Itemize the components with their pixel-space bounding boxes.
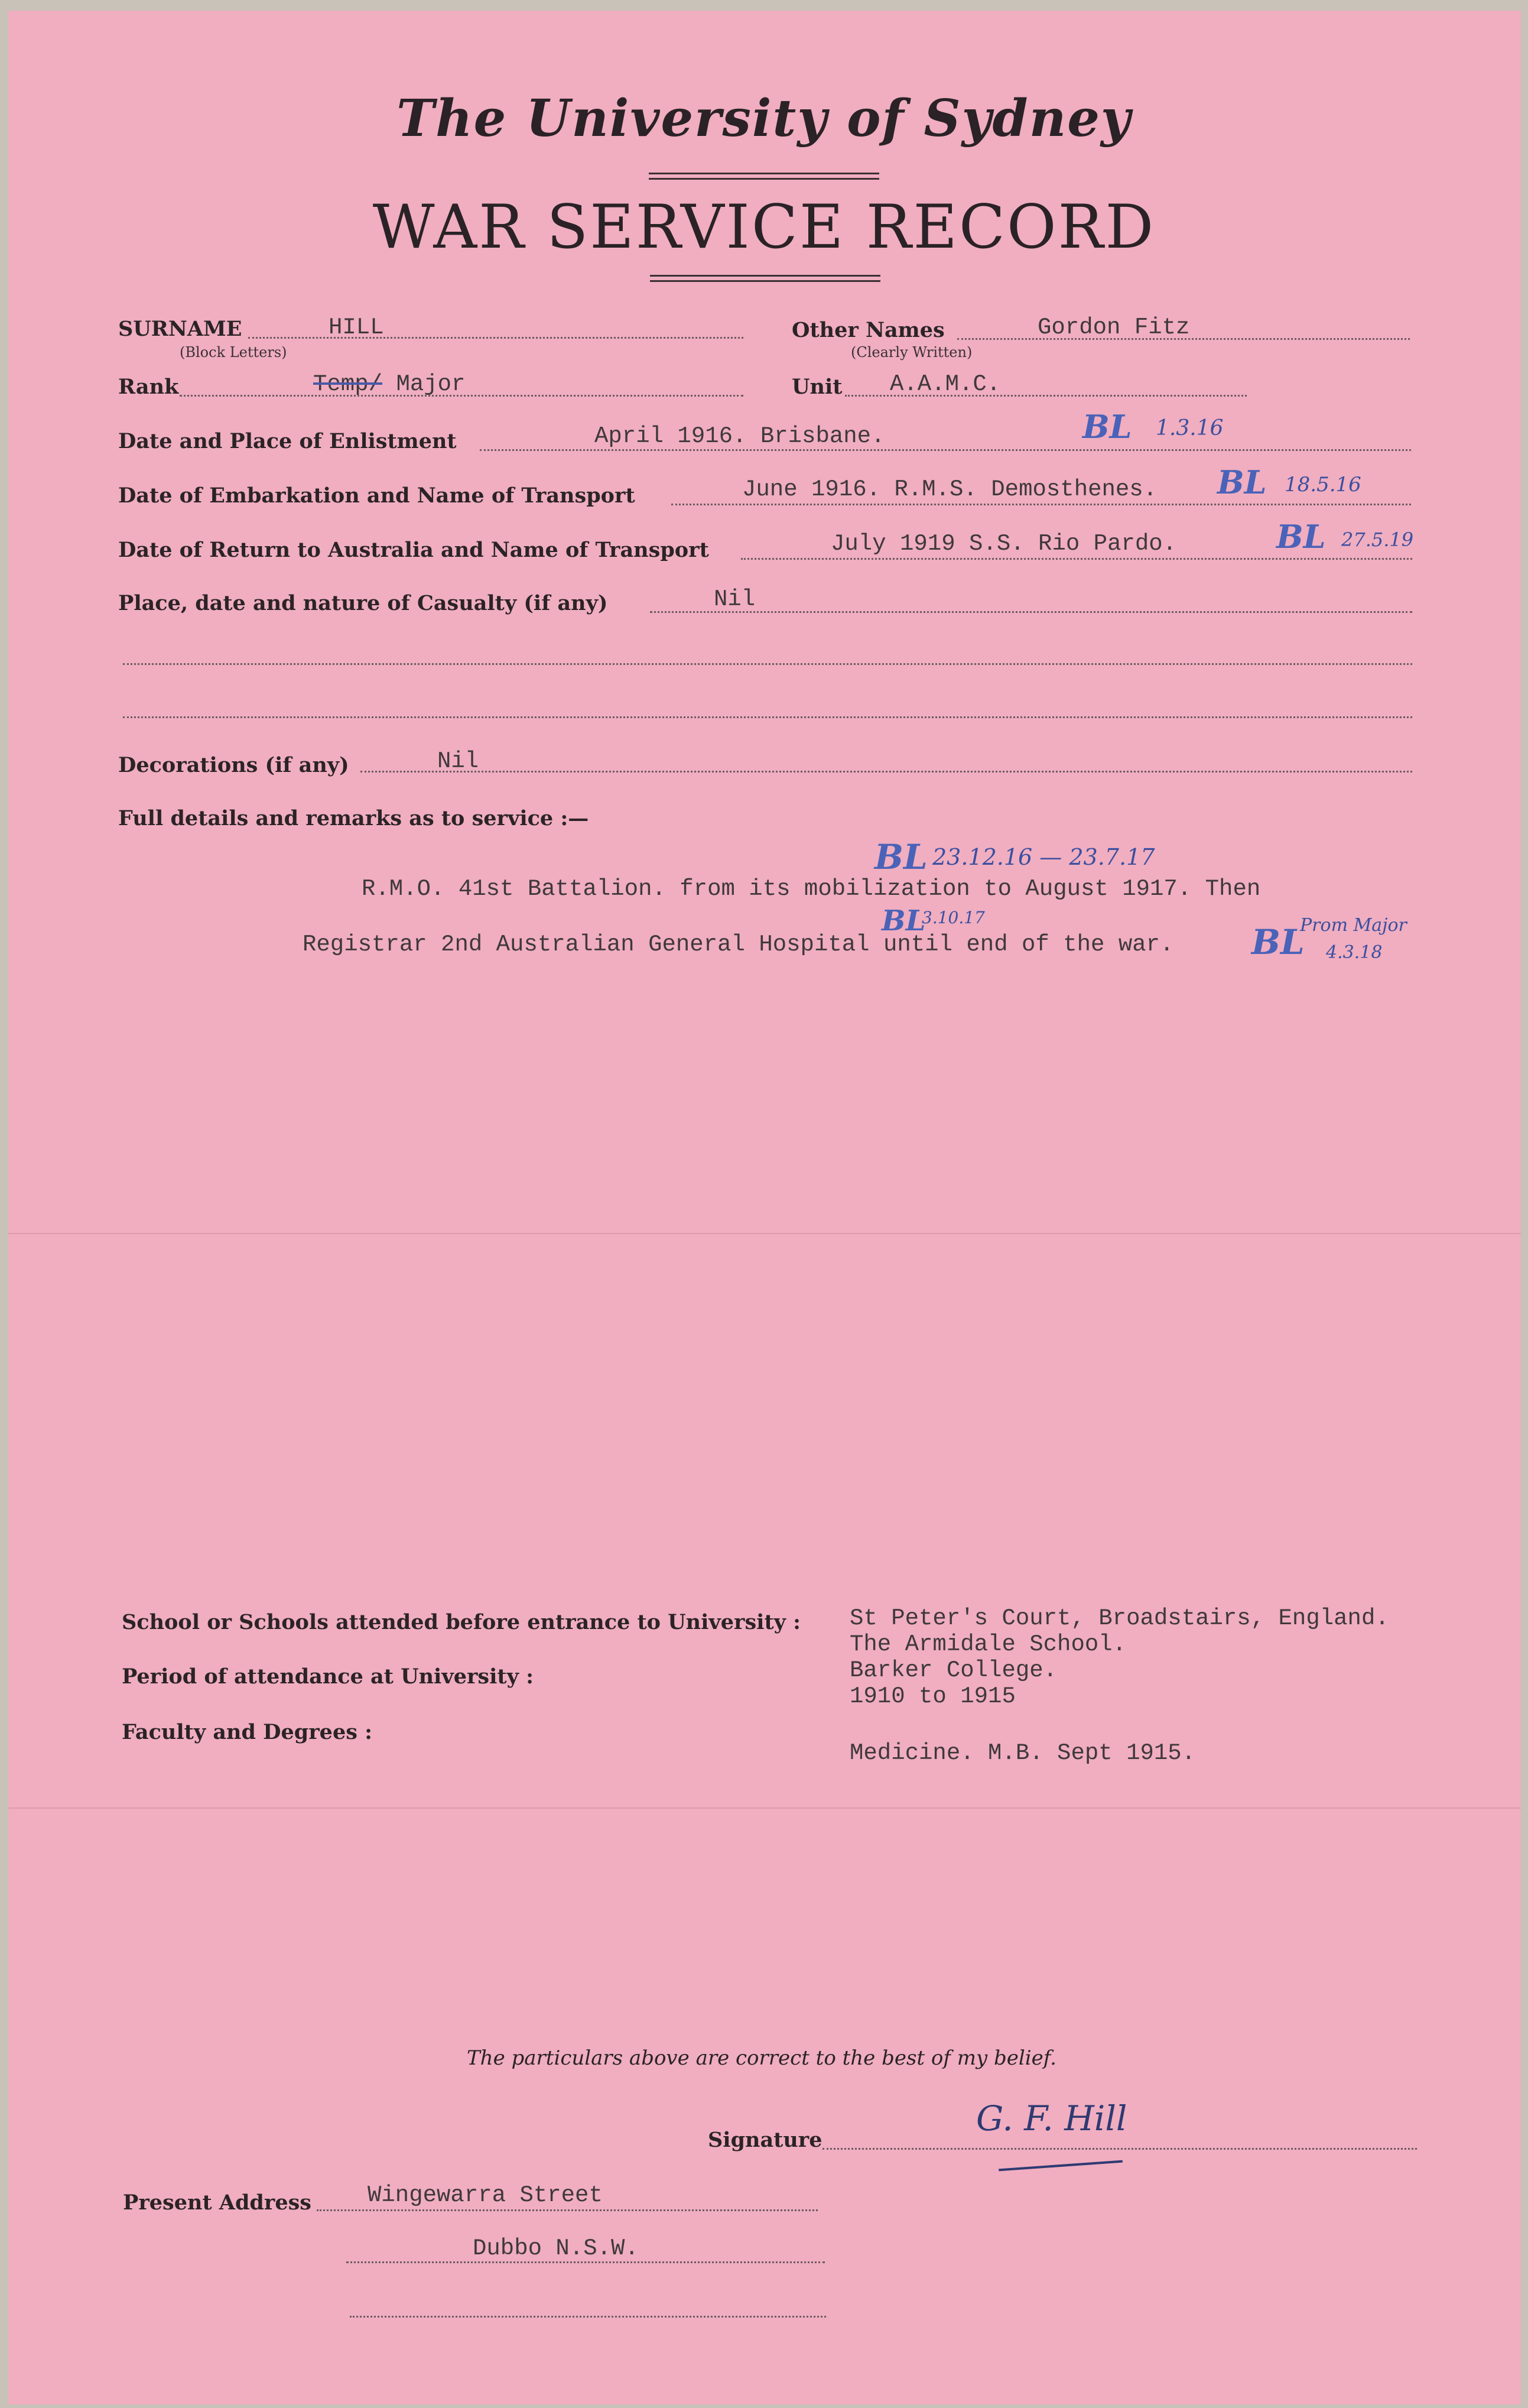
- bl-mark: BL: [882, 904, 926, 937]
- surname-label: SURNAME: [118, 317, 242, 341]
- signature: G. F. Hill: [976, 2098, 1127, 2138]
- casualty-value: Nil: [714, 586, 756, 612]
- header-rule: [650, 275, 880, 282]
- signature-line: [822, 2148, 1417, 2150]
- enlistment-value: April 1916. Brisbane.: [594, 423, 885, 449]
- rank-struck: Temp/: [313, 371, 383, 397]
- casualty-label: Place, date and nature of Casualty (if any): [118, 591, 608, 615]
- promotion-date-note: 4.3.18: [1326, 942, 1383, 963]
- address-label: Present Address: [123, 2190, 312, 2215]
- remarks-line-1: R.M.O. 41st Battalion. from its mobilization to August 1917. Then: [362, 876, 1261, 902]
- address-line: [317, 2209, 818, 2211]
- return-date-note: 27.5.19: [1341, 528, 1414, 551]
- other-names-sublabel: (Clearly Written): [851, 344, 973, 361]
- enlistment-line: [480, 449, 1411, 451]
- casualty-line: [123, 663, 1412, 665]
- embarkation-line: [671, 504, 1411, 505]
- remarks-label: Full details and remarks as to service :—: [118, 806, 589, 830]
- surname-line: [248, 337, 743, 339]
- header-rule: [649, 173, 879, 180]
- school-3: Barker College.: [850, 1657, 1058, 1683]
- address-line: [350, 2316, 826, 2318]
- embarkation-value: June 1916. R.M.S. Demosthenes.: [742, 476, 1158, 502]
- hospital-date-note: 3.10.17: [922, 908, 985, 927]
- casualty-line: [123, 716, 1412, 718]
- school-2: The Armidale School.: [850, 1631, 1127, 1657]
- university-name: The University of Sydney: [396, 89, 1132, 148]
- surname-sublabel: (Block Letters): [180, 344, 287, 361]
- period-label: Period of attendance at University :: [122, 1664, 534, 1689]
- bl-mark: BL: [1217, 463, 1267, 501]
- return-value: July 1919 S.S. Rio Pardo.: [831, 531, 1177, 557]
- promotion-note: Prom Major: [1300, 915, 1407, 936]
- fold-crease: [8, 1233, 1521, 1234]
- bl-mark: BL: [1082, 408, 1132, 446]
- fold-crease: [8, 1807, 1521, 1809]
- embarkation-date-note: 18.5.16: [1285, 473, 1361, 496]
- embarkation-label: Date of Embarkation and Name of Transport: [118, 483, 635, 508]
- declaration-text: The particulars above are correct to the best of my belief.: [467, 2046, 1056, 2070]
- address-line-1: Wingewarra Street: [368, 2182, 603, 2208]
- enlistment-date-note: 1.3.16: [1156, 416, 1224, 440]
- bl-mark: BL: [1251, 922, 1305, 962]
- address-line-2: Dubbo N.S.W.: [473, 2235, 639, 2261]
- schools-label: School or Schools attended before entrance to University :: [122, 1610, 801, 1634]
- signature-label: Signature: [708, 2128, 822, 2152]
- faculty-label: Faculty and Degrees :: [122, 1720, 373, 1744]
- bl-mark: BL: [1276, 518, 1326, 556]
- return-label: Date of Return to Australia and Name of Transport: [118, 538, 709, 562]
- rank-value: Major: [396, 371, 466, 397]
- address-line: [346, 2261, 825, 2263]
- unit-value: A.A.M.C.: [890, 371, 1001, 397]
- faculty-value: Medicine. M.B. Sept 1915.: [850, 1740, 1196, 1766]
- record-sheet: [8, 11, 1521, 2404]
- enlistment-label: Date and Place of Enlistment: [118, 429, 457, 453]
- period-value: 1910 to 1915: [850, 1683, 1016, 1709]
- bl-mark: BL: [874, 837, 928, 877]
- unit-label: Unit: [792, 375, 843, 399]
- rank-label: Rank: [118, 375, 179, 399]
- other-names-label: Other Names: [792, 318, 945, 342]
- decorations-line: [360, 771, 1412, 773]
- remarks-line-2: Registrar 2nd Australian General Hospital until end of the war.: [303, 932, 1174, 958]
- school-1: St Peter's Court, Broadstairs, England.: [850, 1605, 1389, 1631]
- decorations-value: Nil: [437, 748, 479, 774]
- remarks-range-note: 23.12.16 — 23.7.17: [932, 844, 1155, 870]
- page-title: WAR SERVICE RECORD: [372, 192, 1156, 262]
- other-names-value: Gordon Fitz: [1038, 314, 1190, 340]
- casualty-line: [650, 611, 1412, 613]
- surname-value: HILL: [329, 314, 384, 340]
- decorations-label: Decorations (if any): [118, 753, 349, 777]
- return-line: [741, 558, 1412, 560]
